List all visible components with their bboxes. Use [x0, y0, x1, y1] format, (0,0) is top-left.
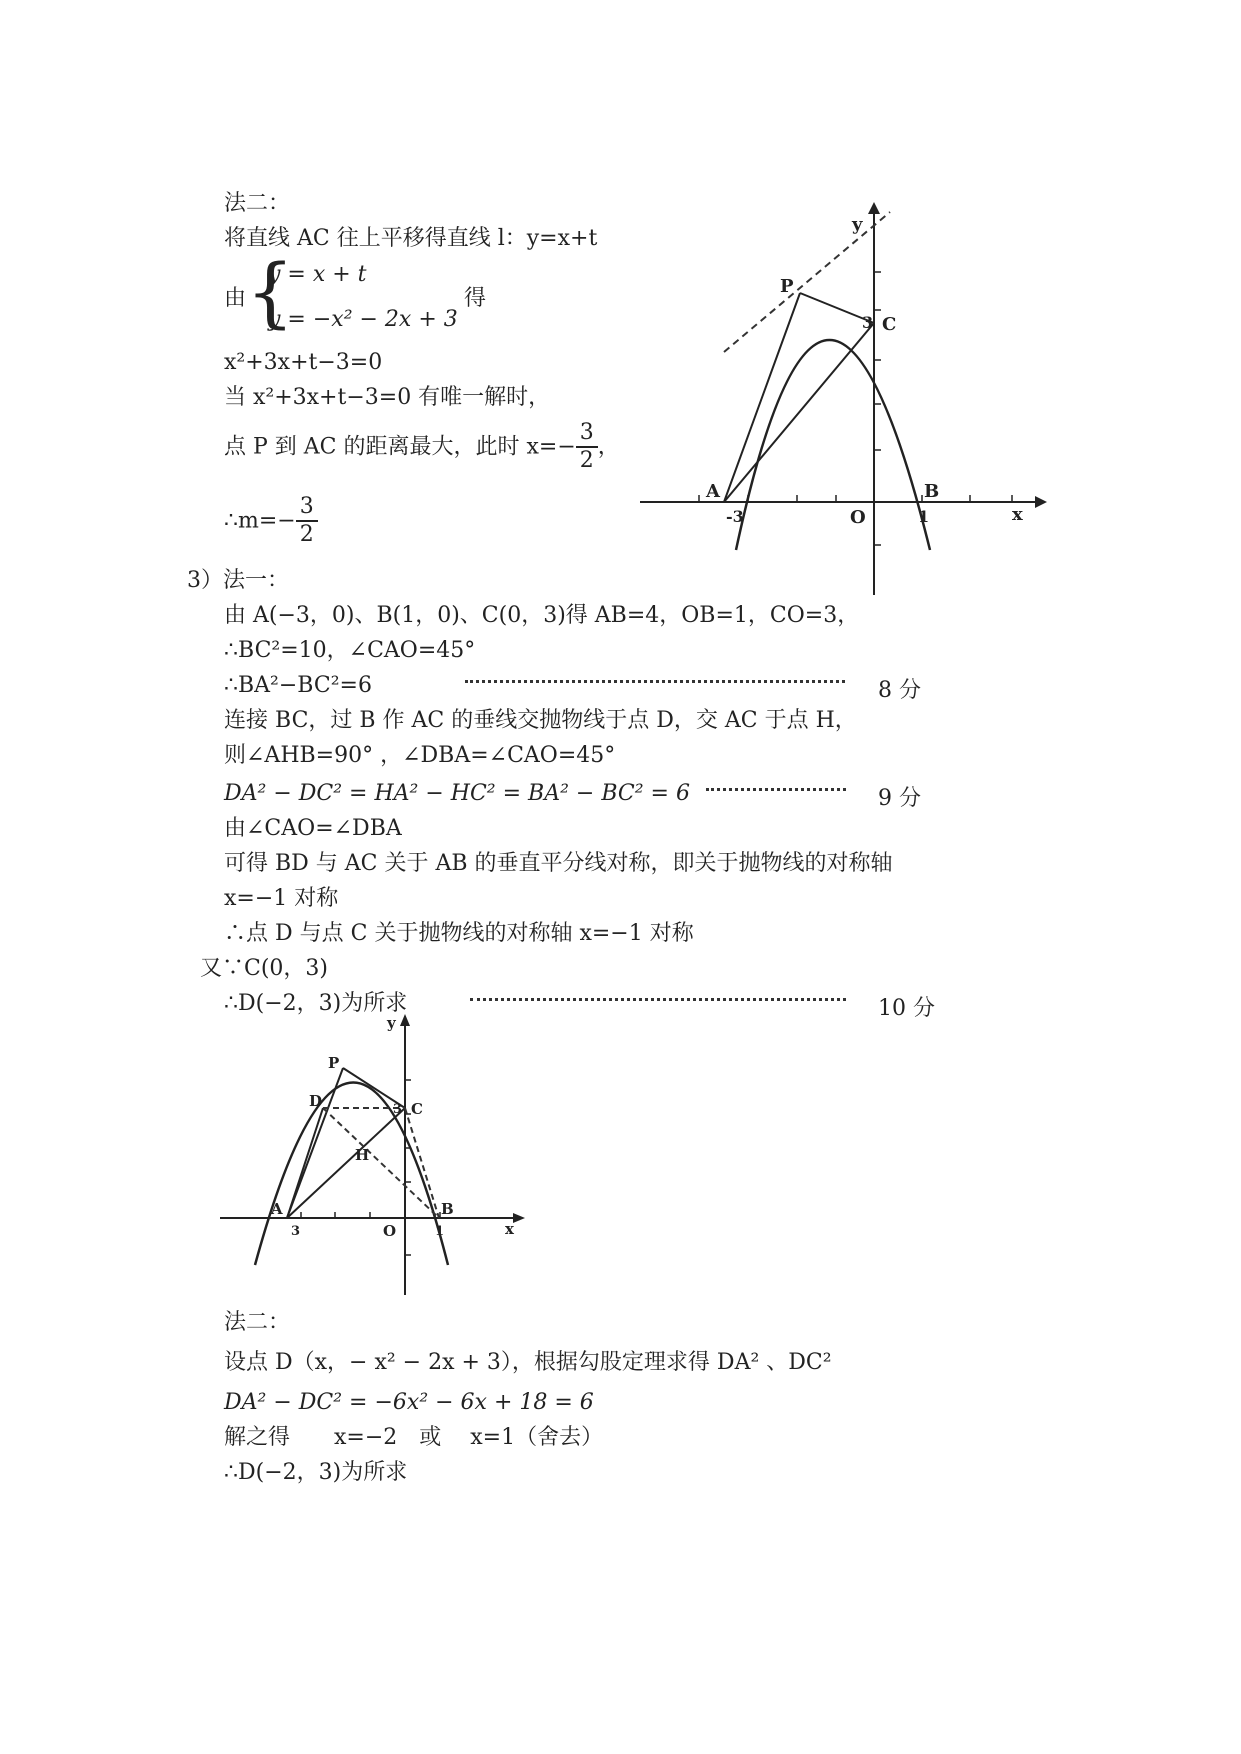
- dots-leader-10: [470, 998, 846, 1001]
- fig2-label-three: 3: [393, 1102, 403, 1117]
- method2b-line-1: 设点 D（x，− x² − 2x + 3），根据勾股定理求得 DA² 、DC²: [224, 1350, 832, 1375]
- fig2-label-P: P: [328, 1054, 340, 1072]
- part3-line-11: 又∵C(0，3): [200, 956, 328, 981]
- fig2-label-O: O: [383, 1222, 397, 1240]
- fig2-label-H: H: [355, 1146, 370, 1164]
- fig2-label-C: C: [411, 1100, 423, 1118]
- figure-2: [215, 1010, 545, 1310]
- method2b-line-4: ∴D(−2，3)为所求: [224, 1460, 408, 1485]
- fig1-segment-PA: [724, 293, 800, 502]
- fig1-label-B: B: [924, 481, 940, 502]
- get-label: 得: [464, 286, 487, 311]
- method2-title: 法二：: [224, 191, 291, 216]
- fraction-three-halves: $\frac{3}{2}$: [576, 420, 598, 475]
- fig1-label-O: O: [850, 507, 866, 528]
- fig1-label-one: 1: [918, 507, 930, 526]
- fig2-label-D: D: [309, 1092, 323, 1110]
- part3-line-2: ∴BC²=10，∠CAO=45°: [224, 638, 476, 663]
- comma: ，: [597, 434, 620, 460]
- fig1-label-A: A: [706, 481, 720, 502]
- fig1-y-arrow: [868, 202, 880, 214]
- figure-1: [640, 200, 1060, 600]
- dots-leader-9: [706, 788, 846, 791]
- part3-line-9: x=−1 对称: [224, 886, 339, 911]
- part3-label: 3）法一：: [187, 568, 289, 593]
- fig2-segment-BC-dashed: [405, 1108, 439, 1218]
- fig1-label-neg3: -3: [726, 507, 744, 526]
- fig1-label-three: 3: [862, 313, 874, 332]
- fig2-label-y: y: [387, 1014, 396, 1032]
- method2b-line-2: DA² − DC² = −6x² − 6x + 18 = 6: [224, 1390, 594, 1415]
- part3-line-6: DA² − DC² = HA² − HC² = BA² − BC² = 6: [224, 781, 690, 806]
- part3-line-1: 由 A(−3，0)、B(1，0)、C(0，3)得 AB=4，OB=1，CO=3，: [224, 603, 860, 628]
- quadratic-equation: x²+3x+t−3=0: [224, 350, 383, 375]
- max-distance-text: [224, 420, 620, 475]
- dots-leader-8: [465, 680, 845, 683]
- score-9: 9 分: [878, 786, 921, 811]
- m-fraction: $\frac{3}{2}$: [296, 494, 318, 549]
- fig2-label-x: x: [505, 1220, 514, 1238]
- max-distance-prefix: 点 P 到 AC 的距离最大，此时 x=−: [224, 434, 576, 460]
- system-brace: {: [246, 247, 295, 336]
- m-result: [224, 494, 318, 549]
- part3-line-3: ∴BA²−BC²=6: [224, 673, 372, 698]
- fig2-y-arrow: [400, 1014, 410, 1026]
- method2b-title: 法二：: [224, 1310, 291, 1335]
- part3-line-5: 则∠AHB=90° ，∠DBA=∠CAO=45°: [224, 743, 616, 768]
- fig1-x-ticks: [699, 495, 1012, 502]
- fig2-segment-DB-dashed: [323, 1108, 439, 1218]
- part3-line-7: 由∠CAO=∠DBA: [224, 816, 402, 841]
- score-10: 10 分: [878, 996, 935, 1021]
- fig2-x-arrow: [513, 1213, 525, 1223]
- fig1-y-ticks: [874, 272, 881, 545]
- fig1-label-y: y: [852, 214, 863, 235]
- m-result-prefix: ∴m=−: [224, 508, 296, 534]
- system-equation-1: y = x + t: [268, 262, 367, 287]
- part3-line-4: 连接 BC，过 B 作 AC 的垂线交抛物线于点 D，交 AC 于点 H，: [224, 708, 857, 733]
- from-label: 由: [224, 286, 247, 311]
- part3-line-8: 可得 BD 与 AC 关于 AB 的垂直平分线对称，即关于抛物线的对称轴: [224, 851, 893, 876]
- score-8: 8 分: [878, 678, 921, 703]
- fig1-label-P: P: [780, 276, 794, 297]
- fig2-label-B: B: [441, 1200, 454, 1218]
- method2b-line-3: 解之得 x=−2 或 x=1（舍去）: [224, 1425, 604, 1450]
- system-equation-2: y = −x² − 2x + 3: [268, 307, 458, 332]
- fig1-label-x: x: [1012, 504, 1023, 525]
- part3-line-12: ∴D(−2，3)为所求: [224, 991, 408, 1016]
- fig1-segment-AC: [724, 323, 874, 502]
- fig2-label-one: 1: [435, 1224, 445, 1239]
- part3-line-10: ∴点 D 与点 C 关于抛物线的对称轴 x=−1 对称: [224, 921, 694, 946]
- shift-line-text: 将直线 AC 往上平移得直线 l：y=x+t: [224, 226, 598, 251]
- fig1-label-C: C: [882, 314, 897, 335]
- unique-solution-text: 当 x²+3x+t−3=0 有唯一解时，: [224, 385, 551, 410]
- fig2-label-A: A: [271, 1200, 283, 1218]
- fig2-label-neg3: 3: [291, 1224, 301, 1239]
- fig1-x-arrow: [1035, 496, 1047, 508]
